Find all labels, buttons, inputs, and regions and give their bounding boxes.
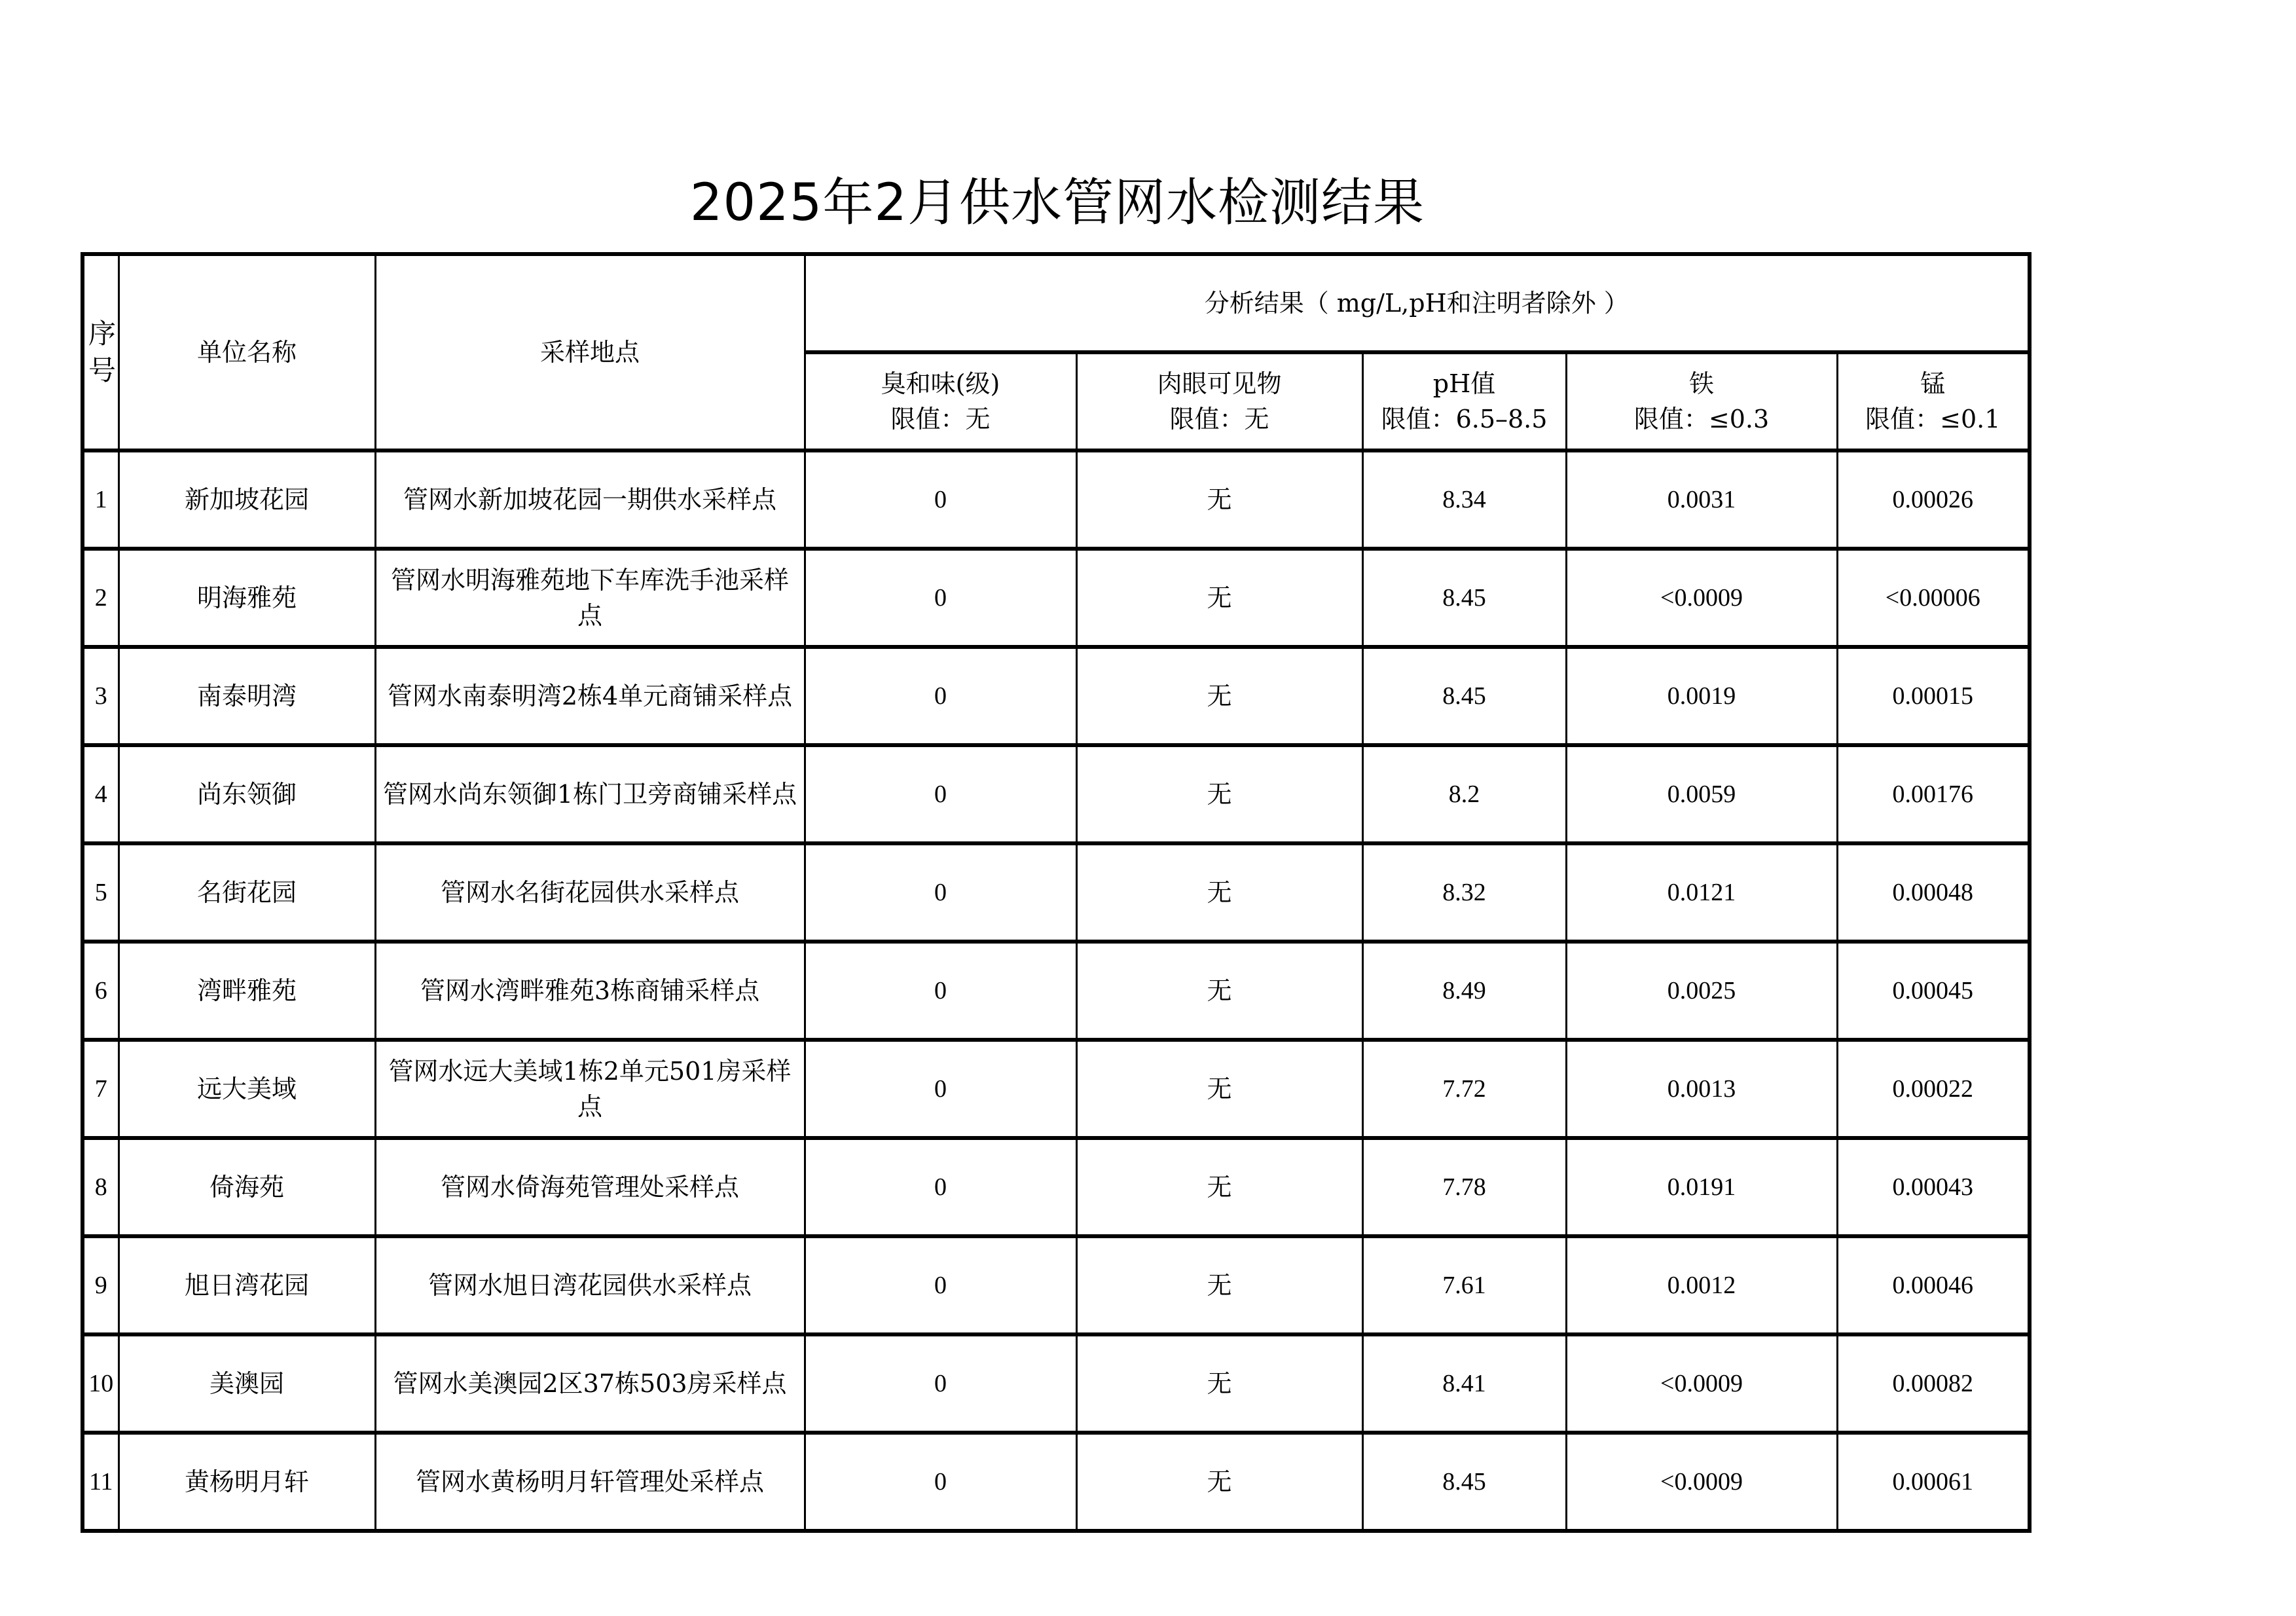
cell-unit-name: 远大美域 (118, 1040, 375, 1138)
cell-sampling-site: 管网水明海雅苑地下车库洗手池采样点 (375, 549, 805, 647)
cell-sampling-site: 管网水尚东领御1栋门卫旁商铺采样点 (375, 745, 805, 843)
cell-iron: 0.0031 (1566, 450, 1837, 549)
cell-iron: 0.0012 (1566, 1236, 1837, 1334)
cell-ph: 8.2 (1362, 745, 1566, 843)
cell-odor: 0 (805, 1040, 1076, 1138)
cell-unit-name: 旭日湾花园 (118, 1236, 375, 1334)
param-name: pH值 (1432, 369, 1496, 398)
cell-iron: 0.0059 (1566, 745, 1837, 843)
cell-sampling-site: 管网水旭日湾花园供水采样点 (375, 1236, 805, 1334)
cell-ph: 8.49 (1362, 942, 1566, 1040)
cell-odor: 0 (805, 647, 1076, 745)
cell-unit-name: 美澳园 (118, 1334, 375, 1433)
cell-odor: 0 (805, 1433, 1076, 1531)
param-limit: 限值：≤0.3 (1633, 405, 1770, 433)
param-name: 锰 (1920, 369, 1946, 398)
cell-manganese: 0.00022 (1837, 1040, 2030, 1138)
cell-visible-matter: 无 (1076, 549, 1362, 647)
cell-visible-matter: 无 (1076, 942, 1362, 1040)
cell-visible-matter: 无 (1076, 1433, 1362, 1531)
table-row (82, 1334, 2030, 1433)
table-row (82, 1236, 2030, 1334)
cell-manganese: 0.00026 (1837, 450, 2030, 549)
cell-unit-name: 尚东领御 (118, 745, 375, 843)
cell-seq: 3 (82, 647, 118, 745)
table-body (82, 450, 2030, 1531)
cell-ph: 7.72 (1362, 1040, 1566, 1138)
table-row (82, 942, 2030, 1040)
param-name: 肉眼可见物 (1157, 369, 1282, 398)
cell-iron: 0.0025 (1566, 942, 1837, 1040)
header-row-1 (82, 254, 2030, 352)
cell-seq: 5 (82, 843, 118, 942)
cell-manganese: 0.00082 (1837, 1334, 2030, 1433)
cell-iron: 0.0121 (1566, 843, 1837, 942)
header-seq-char-2: 号 (88, 354, 117, 386)
cell-unit-name: 明海雅苑 (118, 549, 375, 647)
cell-manganese: 0.00048 (1837, 843, 2030, 942)
header-iron (1566, 352, 1837, 450)
water-quality-results-table (81, 252, 2032, 1533)
cell-odor: 0 (805, 745, 1076, 843)
table-row (82, 843, 2030, 942)
cell-ph: 8.45 (1362, 647, 1566, 745)
table-row (82, 1040, 2030, 1138)
cell-seq: 4 (82, 745, 118, 843)
cell-seq: 7 (82, 1040, 118, 1138)
cell-odor: 0 (805, 942, 1076, 1040)
cell-seq: 8 (82, 1138, 118, 1236)
cell-odor: 0 (805, 843, 1076, 942)
cell-visible-matter: 无 (1076, 647, 1362, 745)
cell-odor: 0 (805, 1334, 1076, 1433)
cell-seq: 10 (82, 1334, 118, 1433)
param-limit: 限值：无 (1169, 405, 1269, 433)
header-seq-char-1: 序 (88, 318, 117, 350)
cell-manganese: <0.00006 (1837, 549, 2030, 647)
param-name: 铁 (1688, 369, 1714, 398)
cell-sampling-site: 管网水湾畔雅苑3栋商铺采样点 (375, 942, 805, 1040)
cell-sampling-site: 管网水南泰明湾2栋4单元商铺采样点 (375, 647, 805, 745)
cell-ph: 8.34 (1362, 450, 1566, 549)
cell-manganese: 0.00061 (1837, 1433, 2030, 1531)
cell-ph: 7.78 (1362, 1138, 1566, 1236)
cell-iron: 0.0191 (1566, 1138, 1837, 1236)
cell-manganese: 0.00046 (1837, 1236, 2030, 1334)
header-analysis-results: 分析结果（ mg/L,pH和注明者除外 ） (805, 254, 2030, 352)
cell-sampling-site: 管网水新加坡花园一期供水采样点 (375, 450, 805, 549)
cell-iron: <0.0009 (1566, 1433, 1837, 1531)
table-row (82, 549, 2030, 647)
header-sampling-site: 采样地点 (375, 254, 805, 450)
cell-sampling-site: 管网水美澳园2区37栋503房采样点 (375, 1334, 805, 1433)
cell-iron: <0.0009 (1566, 1334, 1837, 1433)
table-row (82, 1138, 2030, 1236)
cell-manganese: 0.00176 (1837, 745, 2030, 843)
cell-odor: 0 (805, 1138, 1076, 1236)
table-row (82, 450, 2030, 549)
cell-unit-name: 南泰明湾 (118, 647, 375, 745)
cell-visible-matter: 无 (1076, 1040, 1362, 1138)
header-odor (805, 352, 1076, 450)
cell-visible-matter: 无 (1076, 843, 1362, 942)
header-ph (1362, 352, 1566, 450)
param-limit: 限值：无 (890, 405, 991, 433)
cell-sampling-site: 管网水倚海苑管理处采样点 (375, 1138, 805, 1236)
param-limit: 限值：≤0.1 (1865, 405, 2001, 433)
cell-unit-name: 倚海苑 (118, 1138, 375, 1236)
cell-visible-matter: 无 (1076, 745, 1362, 843)
cell-iron: <0.0009 (1566, 549, 1837, 647)
cell-unit-name: 湾畔雅苑 (118, 942, 375, 1040)
cell-manganese: 0.00015 (1837, 647, 2030, 745)
cell-sampling-site: 管网水黄杨明月轩管理处采样点 (375, 1433, 805, 1531)
param-limit: 限值：6.5–8.5 (1381, 405, 1548, 433)
cell-manganese: 0.00045 (1837, 942, 2030, 1040)
cell-ph: 7.61 (1362, 1236, 1566, 1334)
cell-seq: 6 (82, 942, 118, 1040)
cell-visible-matter: 无 (1076, 1138, 1362, 1236)
cell-sampling-site: 管网水远大美域1栋2单元501房采样点 (375, 1040, 805, 1138)
cell-seq: 11 (82, 1433, 118, 1531)
table-row (82, 647, 2030, 745)
cell-visible-matter: 无 (1076, 450, 1362, 549)
cell-unit-name: 新加坡花园 (118, 450, 375, 549)
table-row (82, 745, 2030, 843)
cell-odor: 0 (805, 1236, 1076, 1334)
header-visible-matter (1076, 352, 1362, 450)
cell-visible-matter: 无 (1076, 1236, 1362, 1334)
cell-seq: 2 (82, 549, 118, 647)
header-unit-name: 单位名称 (118, 254, 375, 450)
document-title: 2025年2月供水管网水检测结果 (689, 174, 1425, 232)
table-row (82, 1433, 2030, 1531)
cell-ph: 8.32 (1362, 843, 1566, 942)
header-seq (82, 254, 118, 450)
cell-iron: 0.0013 (1566, 1040, 1837, 1138)
cell-seq: 9 (82, 1236, 118, 1334)
cell-ph: 8.45 (1362, 1433, 1566, 1531)
cell-sampling-site: 管网水名街花园供水采样点 (375, 843, 805, 942)
cell-unit-name: 黄杨明月轩 (118, 1433, 375, 1531)
cell-ph: 8.45 (1362, 549, 1566, 647)
cell-visible-matter: 无 (1076, 1334, 1362, 1433)
cell-odor: 0 (805, 549, 1076, 647)
cell-unit-name: 名街花园 (118, 843, 375, 942)
header-manganese (1837, 352, 2030, 450)
cell-odor: 0 (805, 450, 1076, 549)
cell-ph: 8.41 (1362, 1334, 1566, 1433)
cell-manganese: 0.00043 (1837, 1138, 2030, 1236)
cell-seq: 1 (82, 450, 118, 549)
cell-iron: 0.0019 (1566, 647, 1837, 745)
param-name: 臭和味(级) (881, 369, 1000, 398)
